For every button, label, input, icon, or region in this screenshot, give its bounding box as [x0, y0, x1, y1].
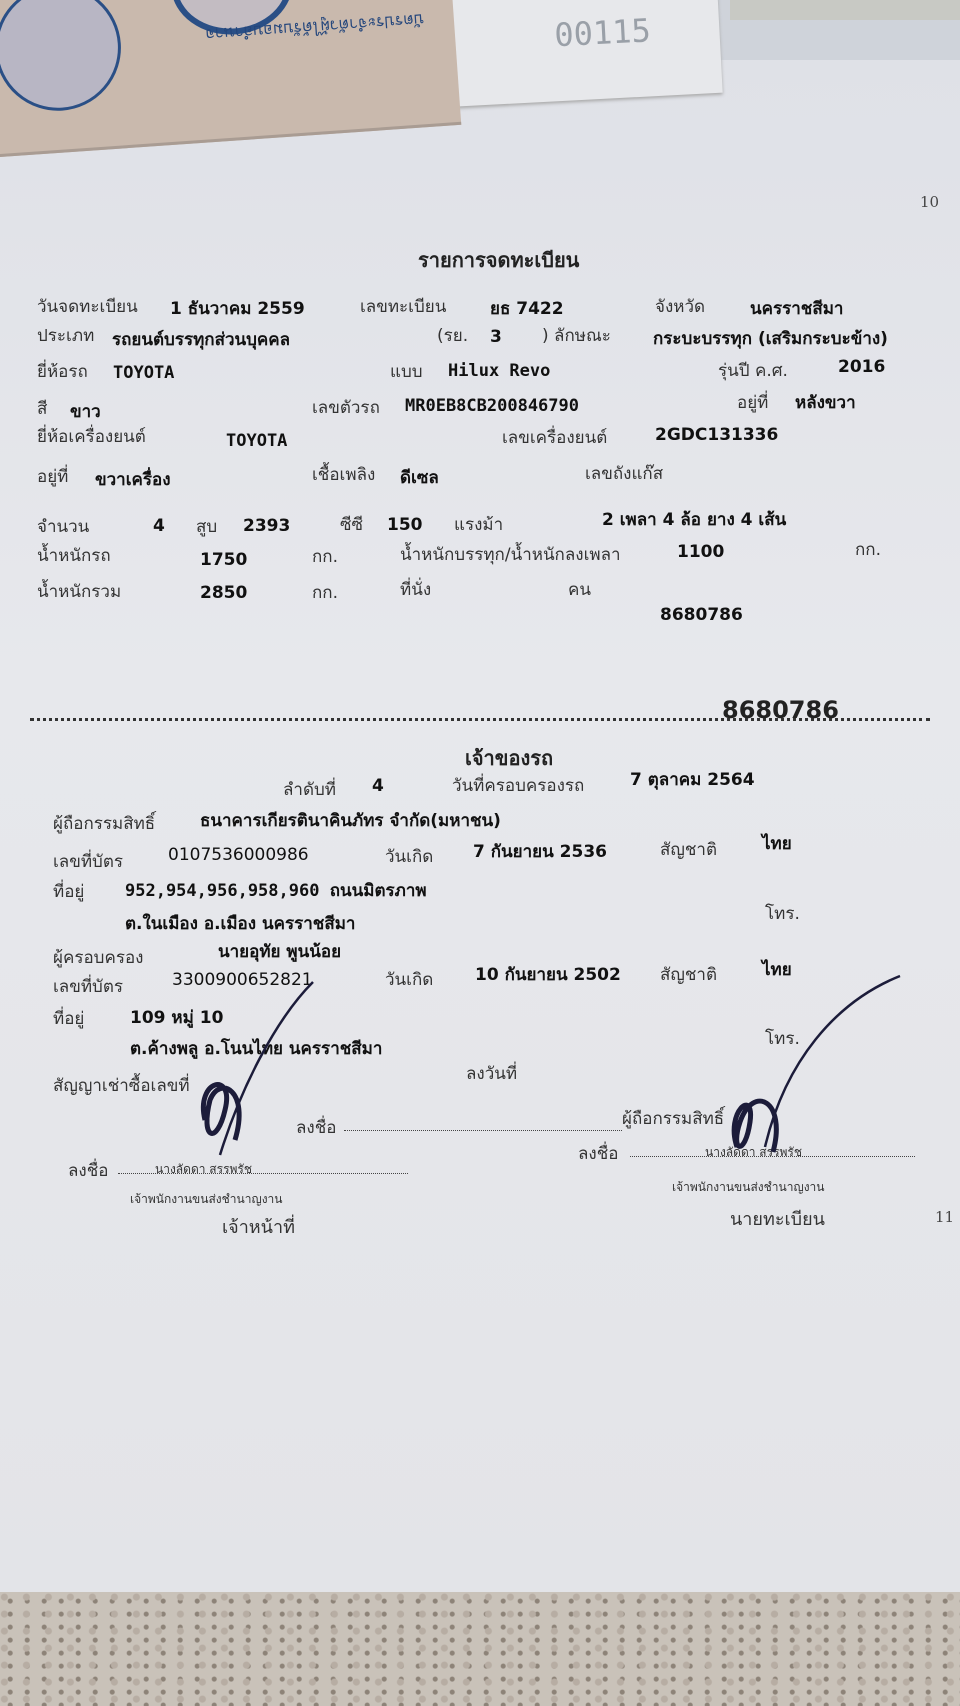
value-ry: 3: [490, 327, 502, 347]
label-load: น้ำหนักบรรทุก/น้ำหนักลงเพลา: [400, 545, 621, 565]
label-id-card: เลขที่บัตร: [53, 852, 124, 872]
value-axles: 2 เพลา 4 ล้อ ยาง 4 เส้น: [602, 510, 787, 530]
floor-surface: [0, 1592, 960, 1706]
page-number-bottom: 11: [935, 1208, 955, 1226]
right-officer-position: เจ้าพนักงานขนส่งชำนาญงาน: [672, 1180, 825, 1194]
label-holder-suffix: ผู้ถือกรรมสิทธิ์: [622, 1109, 725, 1129]
value-plate: ยธ 7422: [490, 299, 564, 319]
signature-right-icon: [725, 972, 905, 1172]
label-id-card-2: เลขที่บัตร: [53, 977, 124, 997]
label-phone: โทร.: [765, 904, 800, 924]
label-holder: ผู้ถือกรรมสิทธิ์: [53, 814, 156, 834]
value-holder: ธนาคารเกียรตินาคินภัทร จำกัด(มหาชน): [200, 811, 501, 831]
label-hp: แรงม้า: [454, 515, 504, 535]
left-officer-name: นางลัดดา สรรพรัช: [155, 1162, 253, 1176]
label-phone-2: โทร.: [765, 1029, 800, 1049]
label-seats: ที่นั่ง: [400, 580, 432, 600]
value-engine-loc: ขวาเครื่อง: [95, 470, 171, 490]
section-title-owner: เจ้าของรถ: [465, 746, 554, 770]
value-load: 1100: [677, 542, 725, 562]
value-stamp-no: 8680786: [660, 605, 743, 625]
label-sign-left: ลงชื่อ: [68, 1161, 109, 1181]
label-order: ลำดับที่: [283, 780, 337, 800]
right-officer-name: นางลัดดา สรรพรัช: [705, 1145, 803, 1159]
value-address-1: 952,954,956,958,960 ถนนมิตรภาพ: [125, 881, 427, 901]
label-ry-close: ) ลักษณะ: [542, 326, 611, 346]
label-kg-2: กก.: [855, 540, 881, 560]
value-engine-brand: TOYOTA: [226, 431, 288, 451]
label-model-year: รุ่นปี ค.ศ.: [718, 361, 788, 381]
label-nationality-2: สัญชาติ: [660, 965, 717, 985]
label-cc: ซีซี: [340, 515, 364, 535]
label-engine-brand: ยี่ห้อเครื่องยนต์: [37, 427, 146, 447]
label-chassis-loc: อยู่ที่: [737, 393, 769, 413]
value-count: 4: [153, 516, 165, 536]
value-gross: 2850: [200, 583, 248, 603]
label-address: ที่อยู่: [53, 882, 85, 902]
label-sign-1: ลงชื่อ: [296, 1118, 337, 1138]
label-sign-date: ลงวันที่: [466, 1064, 518, 1084]
value-dob-2: 10 กันยายน 2502: [475, 965, 621, 985]
label-dob: วันเกิด: [385, 847, 434, 867]
label-ry: (รย.: [437, 326, 469, 346]
label-chassis: เลขตัวรถ: [312, 398, 380, 418]
label-kg-1: กก.: [312, 547, 338, 567]
label-plate: เลขทะเบียน: [360, 297, 447, 317]
right-officer-title: นายทะเบียน: [730, 1209, 825, 1230]
label-engine-loc: อยู่ที่: [37, 467, 69, 487]
label-cylinders: สูบ: [196, 517, 218, 537]
label-sign-right: ลงชื่อ: [578, 1144, 619, 1164]
value-model: Hilux Revo: [448, 361, 551, 381]
value-stamp-no-large: 8680786: [722, 696, 839, 724]
value-body: กระบะบรรทุก (เสริมกระบะข้าง): [653, 329, 888, 349]
value-color: ขาว: [70, 402, 101, 422]
label-dob-2: วันเกิด: [385, 970, 434, 990]
left-officer-title: เจ้าหน้าที่: [222, 1217, 295, 1238]
value-model-year: 2016: [838, 357, 886, 377]
left-officer-position: เจ้าพนักงานขนส่งชำนาญงาน: [130, 1192, 283, 1206]
value-address2-2: ต.ค้างพลู อ.โนนไทย นครราชสีมา: [130, 1039, 383, 1059]
value-brand: TOYOTA: [113, 363, 175, 383]
value-id-card-2: 3300900652821: [172, 970, 313, 990]
label-nationality: สัญชาติ: [660, 840, 717, 860]
value-weight: 1750: [200, 550, 248, 570]
label-color: สี: [37, 399, 48, 419]
label-engine-no: เลขเครื่องยนต์: [502, 428, 608, 448]
label-fuel: เชื้อเพลิง: [312, 465, 376, 485]
value-dob: 7 กันยายน 2536: [473, 842, 607, 862]
label-address-2: ที่อยู่: [53, 1009, 85, 1029]
page-number-top: 10: [920, 193, 940, 211]
seal-emblem-icon: [0, 0, 125, 115]
value-possession-date: 7 ตุลาคม 2564: [630, 770, 755, 790]
label-possession-date: วันที่ครอบครองรถ: [452, 776, 585, 796]
label-kg-3: กก.: [312, 583, 338, 603]
label-type: ประเภท: [37, 326, 95, 346]
label-weight: น้ำหนักรถ: [37, 546, 111, 566]
signature-left-icon: [195, 980, 335, 1160]
label-gross: น้ำหนักรวม: [37, 582, 122, 602]
value-engine-no: 2GDC131336: [655, 425, 779, 445]
label-model: แบบ: [390, 362, 423, 382]
label-gas-tank: เลขถังแก๊ส: [585, 464, 664, 484]
receipt-slip: [437, 0, 722, 107]
value-cc: 150: [387, 515, 423, 535]
label-province: จังหวัด: [655, 297, 706, 317]
counter-surface: [730, 0, 960, 20]
value-chassis-loc: หลังขวา: [795, 393, 856, 413]
value-fuel: ดีเซล: [400, 468, 439, 488]
value-province: นครราชสีมา: [750, 299, 844, 319]
label-contract: สัญญาเช่าซื้อเลขที่: [53, 1076, 190, 1096]
label-count: จำนวน: [37, 517, 90, 537]
value-type: รถยนต์บรรทุกส่วนบุคคล: [112, 330, 291, 350]
value-address2-1: 109 หมู่ 10: [130, 1008, 224, 1028]
label-reg-date: วันจดทะเบียน: [37, 297, 138, 317]
value-cylinders: 2393: [243, 516, 291, 536]
value-nationality: ไทย: [762, 834, 792, 854]
value-nationality-2: ไทย: [762, 960, 792, 980]
value-reg-date: 1 ธันวาคม 2559: [170, 299, 305, 319]
section-title-registration: รายการจดทะเบียน: [418, 248, 580, 272]
label-possessor: ผู้ครอบครอง: [53, 948, 144, 968]
value-order: 4: [372, 776, 384, 796]
label-brand: ยี่ห้อรถ: [37, 362, 88, 382]
value-id-card: 0107536000986: [168, 845, 309, 865]
value-chassis: MR0EB8CB200846790: [405, 396, 579, 416]
receipt-number: 00115: [553, 11, 652, 55]
stamp-card-text: บัตรประจำตัวผู้ได้รับมอบอำนาจ: [204, 10, 425, 45]
label-persons: คน: [568, 580, 591, 600]
sign-line-holder: [344, 1130, 622, 1131]
value-possessor: นายอุทัย พูนน้อย: [218, 942, 342, 962]
value-address-2: ต.ในเมือง อ.เมือง นครราชสีมา: [125, 914, 356, 934]
